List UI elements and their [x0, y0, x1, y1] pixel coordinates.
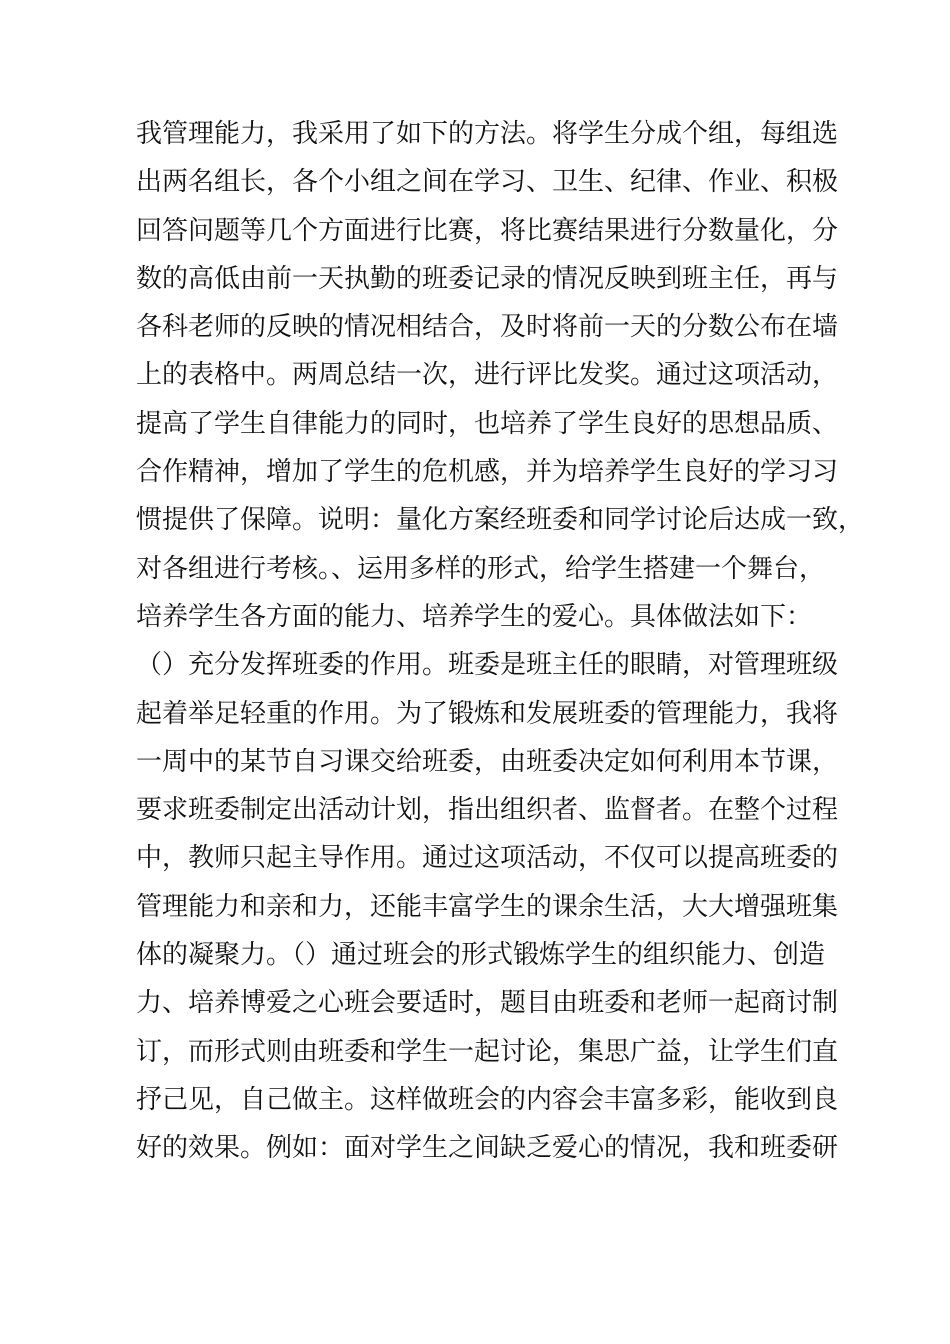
text-line: 力、培养博爱之心班会要适时，题目由班委和老师一起商讨制 — [136, 988, 839, 1019]
text-line: 管理能力和亲和力，还能丰富学生的课余生活，大大增强班集 — [136, 891, 839, 922]
text-line: 要求班委制定出活动计划，指出组织者、监督者。在整个过程 — [136, 795, 839, 826]
text-line: 中，教师只起主导作用。通过这项活动，不仅可以提高班委的 — [136, 843, 839, 874]
text-line: 抒己见，自己做主。这样做班会的内容会丰富多彩，能收到良 — [136, 1084, 839, 1115]
body-text — [136, 110, 865, 1173]
text-line: 体的凝聚力。（）通过班会的形式锻炼学生的组织能力、创造 — [136, 940, 826, 971]
text-line: 惯提供了保障。说明：量化方案经班委和同学讨论后达成一致， — [136, 505, 865, 536]
text-line: 合作精神，增加了学生的危机感，并为培养学生良好的学习习 — [136, 457, 839, 488]
text-line: 一周中的某节自习课交给班委，由班委决定如何利用本节课， — [136, 746, 839, 777]
text-line: 数的高低由前一天执勤的班委记录的情况反映到班主任，再与 — [136, 263, 839, 294]
text-line: 上的表格中。两周总结一次，进行评比发奖。通过这项活动， — [136, 360, 839, 391]
text-line: 提高了学生自律能力的同时，也培养了学生良好的思想品质、 — [136, 408, 839, 439]
text-line: 出两名组长，各个小组之间在学习、卫生、纪律、作业、积极 — [136, 167, 839, 198]
text-line: 订，而形式则由班委和学生一起讨论，集思广益，让学生们直 — [136, 1036, 839, 1067]
text-line: 我管理能力，我采用了如下的方法。将学生分成个组，每组选 — [136, 119, 839, 149]
text-line: 对各组进行考核。、运用多样的形式，给学生搭建一个舞台， — [136, 553, 826, 584]
text-line: （）充分发挥班委的作用。班委是班主任的眼睛，对管理班级 — [136, 650, 839, 681]
text-line: 起着举足轻重的作用。为了锻炼和发展班委的管理能力，我将 — [136, 698, 839, 729]
text-line: 培养学生各方面的能力、培养学生的爱心。具体做法如下： — [136, 601, 813, 632]
text-line: 好的效果。例如：面对学生之间缺乏爱心的情况，我和班委研 — [136, 1133, 839, 1164]
text-line: 回答问题等几个方面进行比赛，将比赛结果进行分数量化，分 — [136, 215, 839, 246]
text-line: 各科老师的反映的情况相结合，及时将前一天的分数公布在墙 — [136, 312, 839, 343]
